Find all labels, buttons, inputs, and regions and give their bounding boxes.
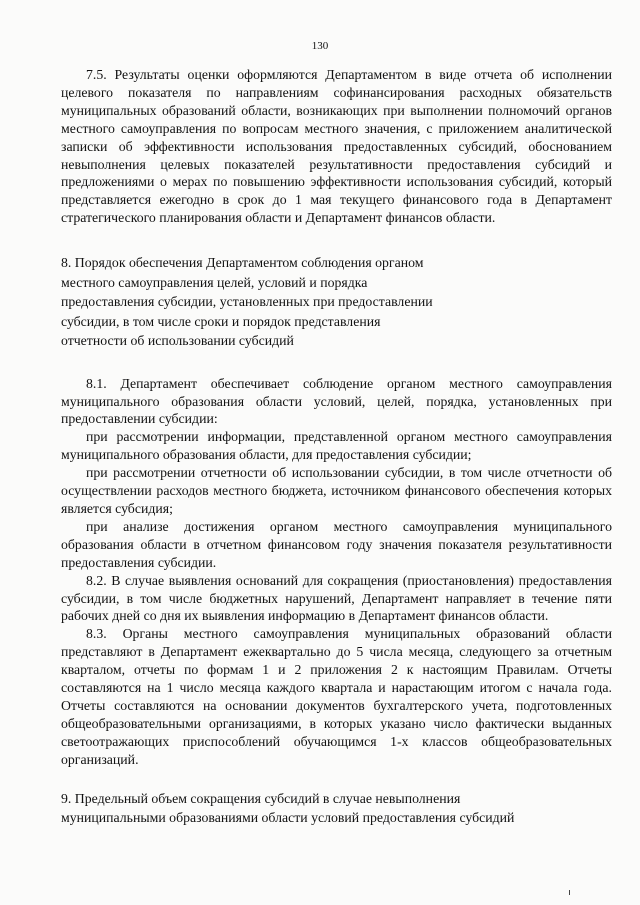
section-8-heading-line: 8. Порядок обеспечения Департаментом соблюдения органом: [61, 255, 424, 271]
paragraph-8-1: 8.1. Департамент обеспечивает соблюдение органом местного самоуправления муниципального образования области условий, целей, порядка, установленных при предоставлении субсидии:: [61, 375, 612, 427]
section-9-heading: [61, 789, 612, 828]
scan-artifact-mark: [569, 890, 570, 895]
paragraph-8-3: 8.3. Органы местного самоуправления муниципальных образований области представляют в Департамент ежеквартально до 5 числа месяца, следующего за отчетным кварталом, отчеты по формам 1 и 2 приложения 2 к настоящим Правилам. Отчеты составляются на 1 число месяца каждого квартала и нарастающим итогом с начала года. Отчеты составляются на основании документов бухгалтерского учета, подготовленных общеобразовательными организациями, в которых указано число фактически выданных светоотражающих приспособлений обучающимся 1-х классов общеобразовательных организаций.: [61, 626, 612, 767]
section-8-heading-line: субсидии, в том числе сроки и порядок представления: [61, 313, 381, 329]
paragraph-8-2: 8.2. В случае выявления оснований для сокращения (приостановления) предоставления субсидии, в том числе бюджетных нарушений, Департамент направляет в течение пяти рабочих дней со дня их выявления информацию в Департамент финансов области.: [61, 572, 612, 624]
section-9-heading-line: 9. Предельный объем сокращения субсидий в случае невыполнения: [61, 790, 461, 806]
paragraph-8-1-item: при рассмотрении информации, представленной органом местного самоуправления муниципального образования области, для предоставления субсидии;: [61, 429, 612, 463]
paragraph-8-1-item: при рассмотрении отчетности об использовании субсидии, в том числе отчетности об осуществлении расходов местного бюджета, источником финансового обеспечения которых является субсидия;: [61, 465, 612, 516]
section-8-heading-line: местного самоуправления целей, условий и порядка: [61, 274, 368, 290]
section-9-heading-line: муниципальными образованиями области условий предоставления субсидий: [61, 810, 515, 826]
paragraph-8-1-item: при анализе достижения органом местного самоуправления муниципального образования области в отчетном финансовом году значения показателя результативности предоставления субсидии.: [61, 518, 612, 570]
paragraph-7-5: 7.5. Результаты оценки оформляются Департаментом в виде отчета об исполнении целевого показателя по направлениям софинансирования расходных обязательств муниципальных образований области, возникающих при выполнении полномочий органов местного самоуправления по вопросам местного значения, с приложением аналитической записки об эффективности использования предоставленных субсидий, обоснованием невыполнения целевых показателей результативности предоставления субсидий и предложениями о мерах по повышению эффективности использования субсидий, который представляется ежегодно в срок до 1 мая текущего финансового года в Департамент стратегического планирования области и Департамент финансов области.: [61, 67, 612, 226]
section-8-heading-line: предоставления субсидии, установленных при предоставлении: [61, 294, 433, 310]
section-8-heading: [61, 253, 612, 351]
page-number: 130: [311, 40, 329, 52]
section-8-heading-line: отчетности об использовании субсидий: [61, 333, 294, 349]
document-body: [61, 66, 612, 852]
